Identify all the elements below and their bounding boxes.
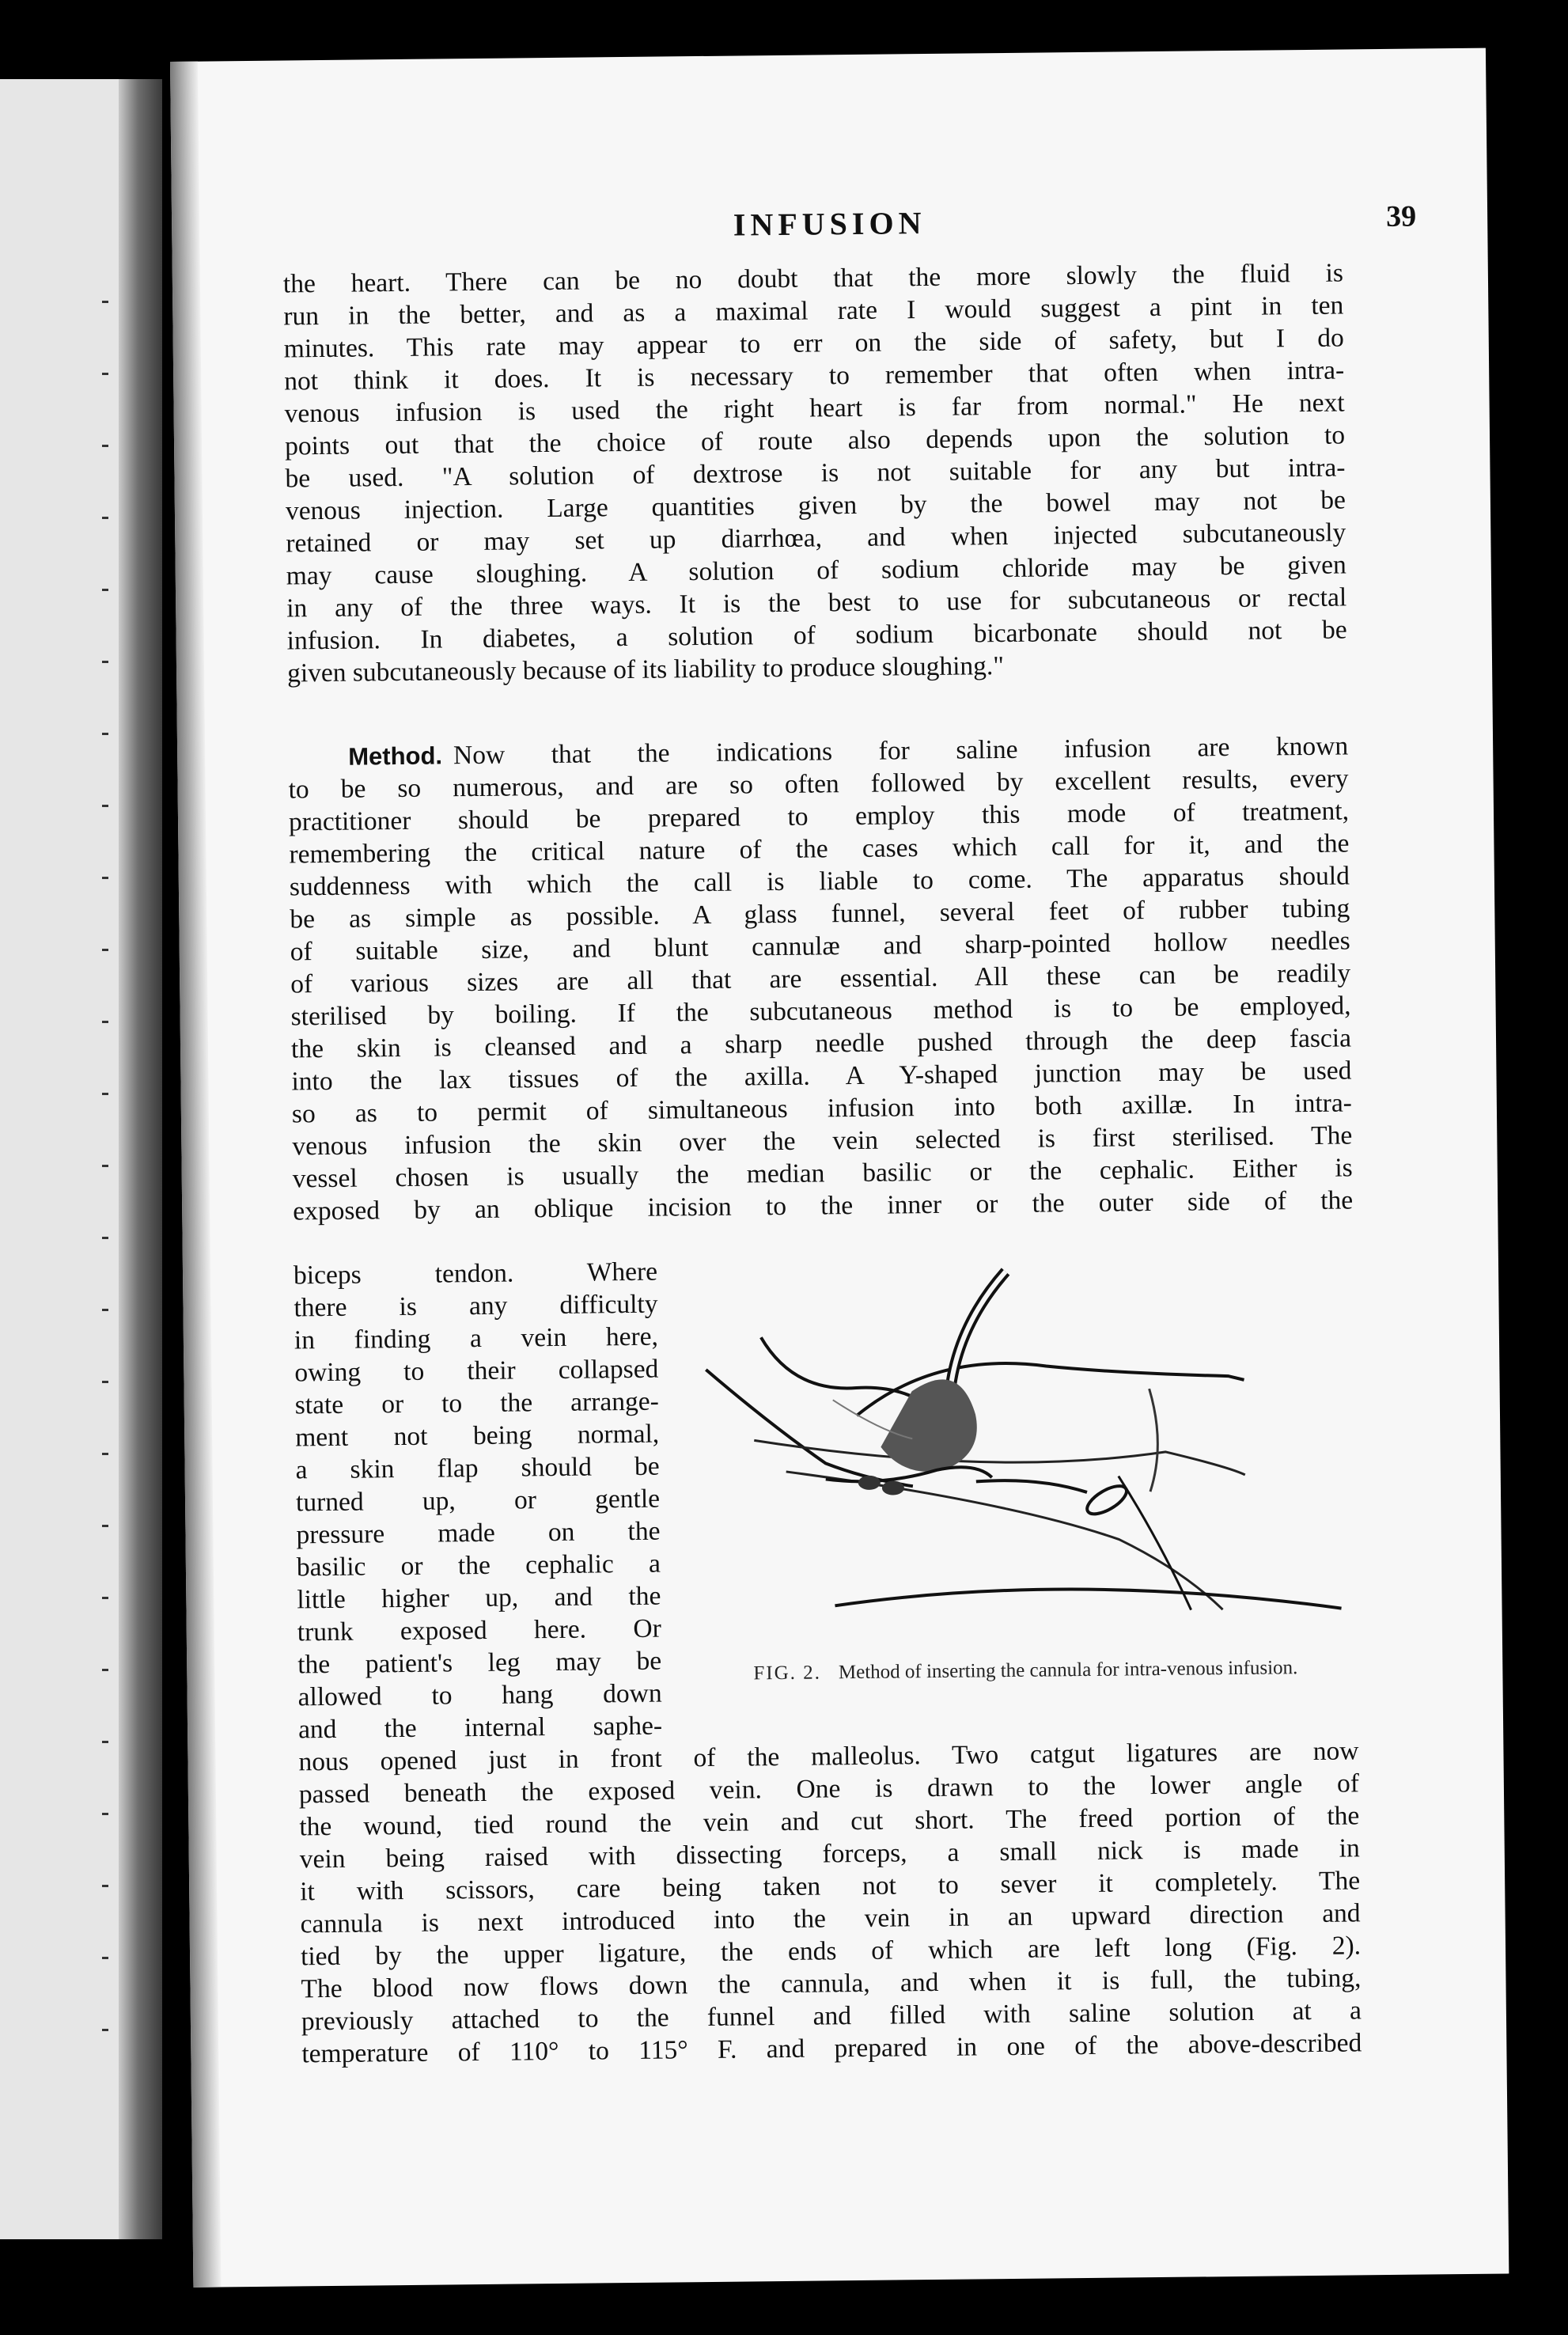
text-line: not think it does. It is necessary to remember that often when intra- [284, 355, 1345, 396]
text-line: of suitable size, and blunt cannulæ and sharp-pointed hollow needles [290, 926, 1350, 967]
text-line: points out that the choice of route also depends upon the solution to [284, 420, 1346, 461]
text-line: tied by the upper ligature, the ends of which are left long (Fig. 2). [300, 1931, 1362, 1972]
text-line: be as simple as possible. A glass funnel, several feet of rubber tubing [290, 893, 1350, 934]
text-line: run in the better, and as a maximal rate I would suggest a pint in ten [283, 290, 1344, 332]
text-line: into the lax tissues of the axilla. A Y-shaped junction may be used [291, 1056, 1352, 1097]
text-line: Now that the indications for saline infusion are known [453, 731, 1349, 771]
figure-label: FIG. 2. [753, 1662, 822, 1685]
text-line: retained or may set up diarrhœa, and when injected subcutaneously [286, 517, 1346, 559]
paragraph-quotation [283, 256, 1348, 689]
text-line: infusion. In diabetes, a solution of sodium bicarbonate should not be [286, 615, 1347, 656]
text-line: remembering the critical nature of the cases which call for it, and the [289, 828, 1350, 870]
text-line: pressure made on the [296, 1516, 661, 1550]
paragraph-method [288, 730, 1353, 1227]
text-line: nous opened just in front of the malleolus. Two catgut ligatures are now [298, 1736, 1359, 1777]
text-line: of various sizes are all that are essential. All these can be readily [290, 958, 1351, 999]
text-line: trunk exposed here. Or [297, 1613, 661, 1647]
text-line: practitioner should be prepared to employ this mode of treatment, [288, 796, 1350, 837]
text-line: be used. "A solution of dextrose is not suitable for any but intra- [285, 453, 1346, 494]
text-line: in finding a vein here, [294, 1321, 659, 1355]
method-heading: Method. [348, 741, 443, 771]
text-line: to be so numerous, and are so often followed by excellent results, every [288, 764, 1349, 805]
text-line: vein being raised with dissecting forceps, a small nick is made in [299, 1833, 1360, 1874]
text-line: may cause sloughing. A solution of sodium chloride may be given [286, 550, 1346, 591]
text-line: vessel chosen is usually the median basilic or the cephalic. Either is [292, 1153, 1353, 1194]
text-line: the heart. There can be no doubt that the more slowly the fluid is [282, 258, 1344, 299]
page-header [172, 199, 1488, 260]
text-line: ment not being normal, [295, 1419, 660, 1453]
text-line: owing to their collapsed [294, 1354, 659, 1388]
cannula-insertion-illustration [673, 1236, 1358, 1662]
text-line: previously attached to the funnel and filled with saline solution at a [301, 1996, 1362, 2037]
text-line: it with scissors, care being taken not to sever it completely. The [300, 1866, 1361, 1907]
text-line: basilic or the cephalic a [296, 1548, 661, 1583]
text-column-beside-figure [294, 1256, 662, 1746]
text-line: venous infusion is used the right heart is far from normal." He next [284, 388, 1345, 429]
page-number: 39 [1385, 199, 1417, 233]
page-gutter [170, 62, 221, 2288]
text-line: allowed to hang down [297, 1678, 662, 1712]
text-line: so as to permit of simultaneous infusion into both axillæ. In intra- [291, 1088, 1353, 1129]
text-line: little higher up, and the [297, 1581, 661, 1615]
text-line: sterilised by boiling. If the subcutaneous method is to be employed, [290, 991, 1351, 1032]
text-line: temperature of 110° to 115° F. and prepared in one of the above-described [301, 2028, 1362, 2069]
text-line: turned up, or gentle [295, 1484, 661, 1518]
book-spine-shadow [119, 79, 162, 2239]
text-line: passed beneath the exposed vein. One is drawn to the lower angle of [298, 1768, 1360, 1810]
text-line: the skin is cleansed and a sharp needle pushed through the deep fascia [290, 1023, 1352, 1064]
figure-2 [673, 1236, 1358, 1734]
text-line: exposed by an oblique incision to the inner or the outer side of the [293, 1185, 1354, 1226]
text-line: and the internal saphe- [297, 1711, 663, 1745]
text-line: biceps tendon. Where [293, 1257, 658, 1291]
text-line: there is any difficulty [294, 1289, 658, 1323]
text-line: the patient's leg may be [297, 1646, 662, 1680]
text-line: cannula is next introduced into the vein in an upward direction and [300, 1898, 1361, 1939]
text-line: venous infusion the skin over the vein selected is first sterilised. The [292, 1120, 1353, 1162]
running-head: INFUSION [733, 205, 926, 243]
text-line: a skin flap should be [295, 1451, 660, 1485]
text-line: in any of the three ways. It is the best to use for subcutaneous or rectal [286, 582, 1347, 624]
text-line: suddenness with which the call is liable to come. The apparatus should [289, 861, 1350, 902]
text-line: given subcutaneously because of its liability to produce sloughing." [286, 651, 1005, 688]
text-line: minutes. This rate may appear to err on the side of safety, but I do [283, 323, 1344, 364]
text-line: venous injection. Large quantities given by the bowel may not be [285, 485, 1346, 526]
text-line: the wound, tied round the vein and cut short. The freed portion of the [299, 1801, 1360, 1842]
book-page [170, 48, 1509, 2288]
figure-caption-text: Method of inserting the cannula for intra-venous infusion. [838, 1657, 1298, 1684]
text-line: The blood now flows down the cannula, and when it is full, the tubing, [301, 1963, 1362, 2004]
text-line: state or to the arrange- [294, 1386, 659, 1420]
facing-page-text-fragments [102, 301, 113, 2121]
paragraph-continuation [298, 1734, 1362, 2070]
facing-page-edge [0, 79, 162, 2239]
